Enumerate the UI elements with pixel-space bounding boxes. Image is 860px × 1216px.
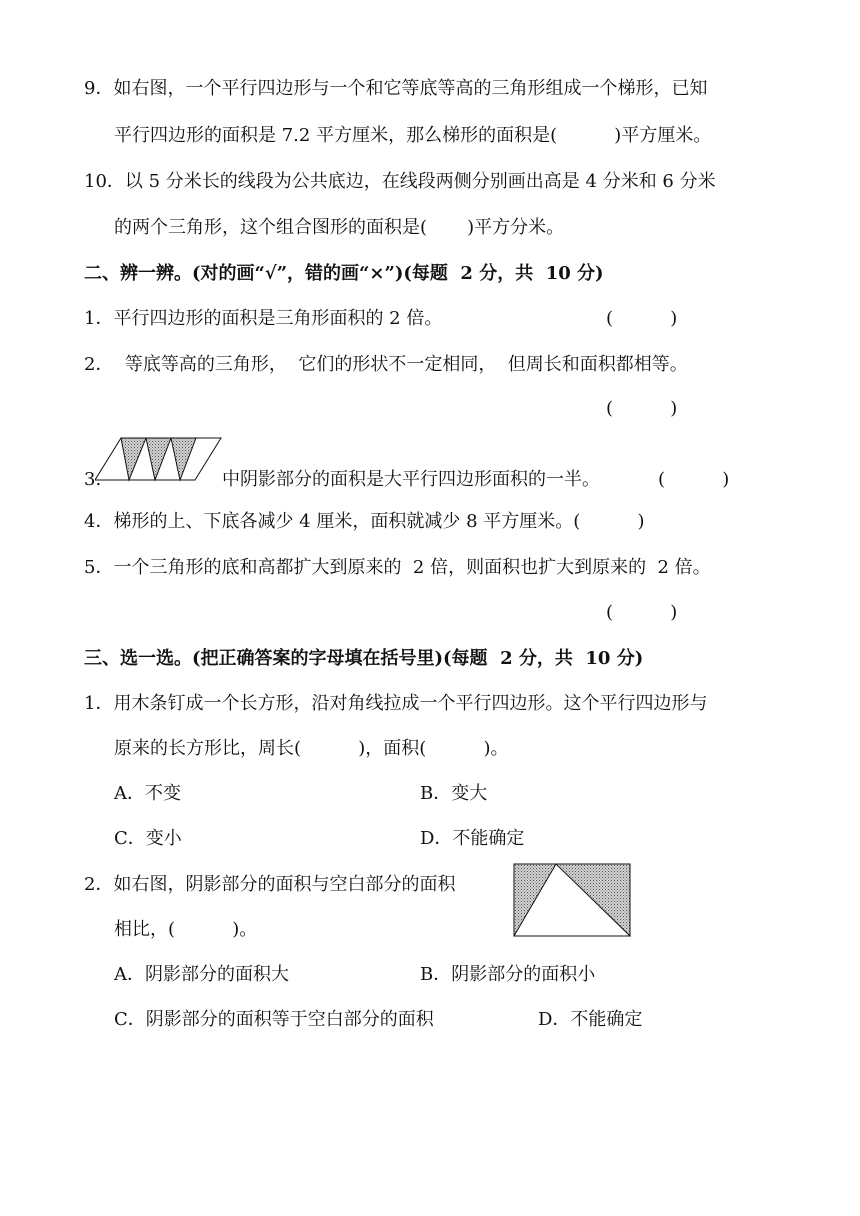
s3-q2-option-b: B．阴影部分的面积小 <box>420 964 596 985</box>
s3-q2-option-d: D．不能确定 <box>538 1009 643 1030</box>
s2-q2-text: 2． 等底等高的三角形， 它们的形状不一定相同， 但周长和面积都相等。 <box>84 354 688 375</box>
s2-q1-text: 1．平行四边形的面积是三角形面积的 2 倍。 <box>84 308 443 329</box>
shaded-triangle-2 <box>146 438 171 480</box>
s3-q1-option-b: B．变大 <box>420 783 488 804</box>
s2-q1-answer-paren[interactable]: ( ) <box>606 308 678 329</box>
s2-q3-text: 中阴影部分的面积是大平行四边形面积的一半。 <box>222 469 600 490</box>
s3-q1-option-a: A．不变 <box>114 783 181 804</box>
rectangle-triangle-figure <box>512 862 632 938</box>
s2-q3-number: 3. <box>84 469 102 490</box>
shaded-triangle-1 <box>121 438 146 480</box>
s3-q1-option-d: D．不能确定 <box>420 828 525 849</box>
shaded-triangle-3 <box>171 438 196 480</box>
s3-q2-line1: 2．如右图，阴影部分的面积与空白部分的面积 <box>84 874 456 895</box>
s3-q2-option-c: C．阴影部分的面积等于空白部分的面积 <box>114 1009 434 1030</box>
s3-q1-line1: 1．用木条钉成一个长方形，沿对角线拉成一个平行四边形。这个平行四边形与 <box>84 693 708 714</box>
s2-q5-text: 5．一个三角形的底和高都扩大到原来的 2 倍，则面积也扩大到原来的 2 倍。 <box>84 557 711 578</box>
q9-line1: 9．如右图，一个平行四边形与一个和它等底等高的三角形组成一个梯形，已知 <box>84 78 708 99</box>
q9-line2: 平行四边形的面积是 7.2 平方厘米，那么梯形的面积是( )平方厘米。 <box>114 125 712 146</box>
s2-q3-answer-paren[interactable]: ( ) <box>658 469 730 490</box>
s2-q5-answer-paren[interactable]: ( ) <box>606 602 678 623</box>
parallelogram-shaded-triangles-figure <box>95 435 225 483</box>
s3-q1-line2: 原来的长方形比，周长( )，面积( )。 <box>114 738 509 759</box>
q10-line1: 10．以 5 分米长的线段为公共底边，在线段两侧分别画出高是 4 分米和 6 分米 <box>84 171 716 192</box>
s2-q4-text: 4．梯形的上、下底各减少 4 厘米，面积就减少 8 平方厘米。( ) <box>84 511 645 532</box>
s3-q2-option-a: A．阴影部分的面积大 <box>114 964 289 985</box>
section2-heading: 二、辨一辨。(对的画“√”，错的画“×”)(每题 2 分，共 10 分) <box>84 263 604 284</box>
s3-q2-line2: 相比，( )。 <box>114 919 258 940</box>
s2-q2-answer-paren[interactable]: ( ) <box>606 398 678 419</box>
section3-heading: 三、选一选。(把正确答案的字母填在括号里)(每题 2 分，共 10 分) <box>84 648 644 669</box>
q10-line2: 的两个三角形，这个组合图形的面积是( )平方分米。 <box>114 217 565 238</box>
s3-q1-option-c: C．变小 <box>114 828 182 849</box>
